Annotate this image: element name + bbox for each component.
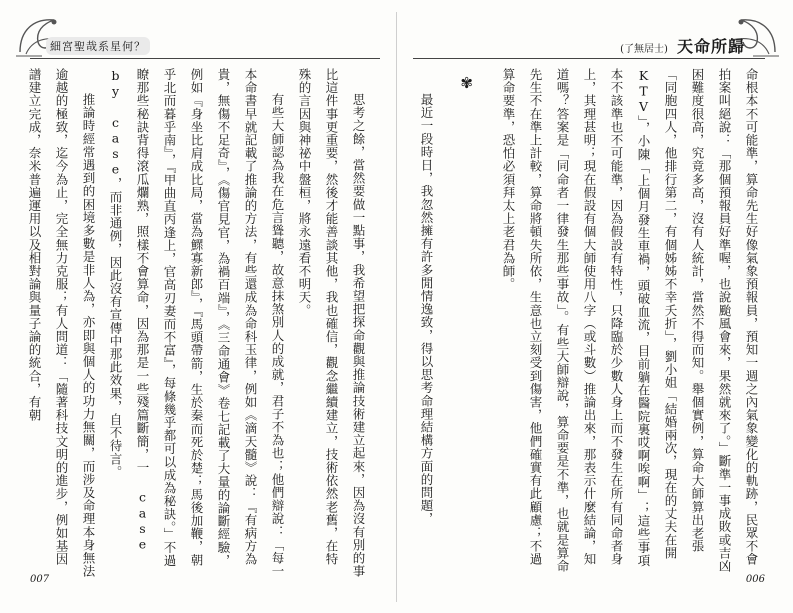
flower-ornament-icon: ✾ (460, 74, 474, 92)
paragraph: 有些大師認為我在危言聳聽，故意抹煞別人的成就，君子不為也；他們辯說：「每一本命書早就記載了推論的方法，有些還成為命科玉律，例如《滴天髓》說：『有病方為貴，無傷不足奇』，《傷官見官，為禍百端』，《三命通會》卷七記載了大量的論斷經驗，例如『身坐比肩成比局，當為鰥寡新郎』，『馬頭帶箭，生於秦而死於楚；馬後加鞭，朝乎北而暮乎南』，『甲曲直丙逢上，官高刃妻而不富』，每條幾乎都可以成為秘訣。」不過瞭那些秘訣背得滾瓜爛熟，照樣不會算命，因為那是一些殘篇斷簡，一 case by case，而非通例，因此沒有宣傳中那此效果，自不待言。 (108, 68, 285, 578)
left-page-body (27, 68, 372, 578)
right-page (397, 0, 793, 613)
header-rule-left (30, 58, 380, 59)
chapter-subtitle: (了無居士) (620, 44, 668, 55)
right-page-body (419, 68, 765, 578)
running-chapter-title (620, 34, 745, 57)
paragraph: 思考之餘，當然要做一點事，我希望把探命觀與推論技術建立起來，因為沒有別的事比這件事更重要，然後才能善談其他，我也確信，觀念繼續建立，技術依然老舊，在特殊的言因與神祕中盤桓，將永遠看不明天。 (297, 68, 366, 578)
paragraph: 推論時經常遇到的困境多數是非人為，亦即與個人的功力無關，而涉及命理本身無法逾越的極致，迄今為止，完全無力克服；有人問道：「隨著科技文明的進步，例如基因譜建立完成，奈米普遍運用以及相對論與量子論的統合，有朝 (27, 68, 96, 578)
running-book-title: 細宮聖哉系星何？ (46, 37, 150, 55)
paragraph: 命根本不可能準，算命先生好像氣象預報員，預知一週之內氣象變化的軌跡，民眾不會拍案叫絕說：「那個預報員好準喔，也說颱風會來，果然就來了。」斷準一事成敗或吉凶困難度很高，究竟多高，沒有人統計，當然不得而知。舉個實例，算命大師算出老張「同胞四人，他排行第二，有個姊姊不幸夭折」，劉小姐「結婚兩次，現在的丈夫在開KTV」，小陳「上個月發生車禍，頭破血流，目前躺在醫院裏哎啊唉啊」；這些事項本不該準也不可能準，因為假設有特性，只降臨於少數人身上而不發生在所有同命者身上，其理甚明；現在假設有個大師使用八字（或斗數）推論出來，那表示什麼結論，知道嗎？答案是「同命者一律發生那些事故」。有些大師辯說，算命要是不準，也就是算命先生不在準上計較，算命將頓失所依，生意也立刻受到傷害，他們確實有此顧慮；不過算命要準，恐怕必須拜太上老君為師。 (501, 68, 759, 573)
left-page (0, 0, 396, 613)
chapter-title: 天命所歸 (676, 37, 745, 56)
page-number-left: 007 (30, 574, 50, 585)
header-rule-right (413, 58, 765, 59)
page-number-right: 006 (745, 574, 765, 585)
section-break (454, 68, 481, 578)
section-gap (481, 68, 495, 578)
paragraph: 最近一段時日，我忽然擁有許多閒情逸致，得以思考命理結構方面的問題， (419, 93, 434, 526)
section-gap (440, 68, 454, 578)
